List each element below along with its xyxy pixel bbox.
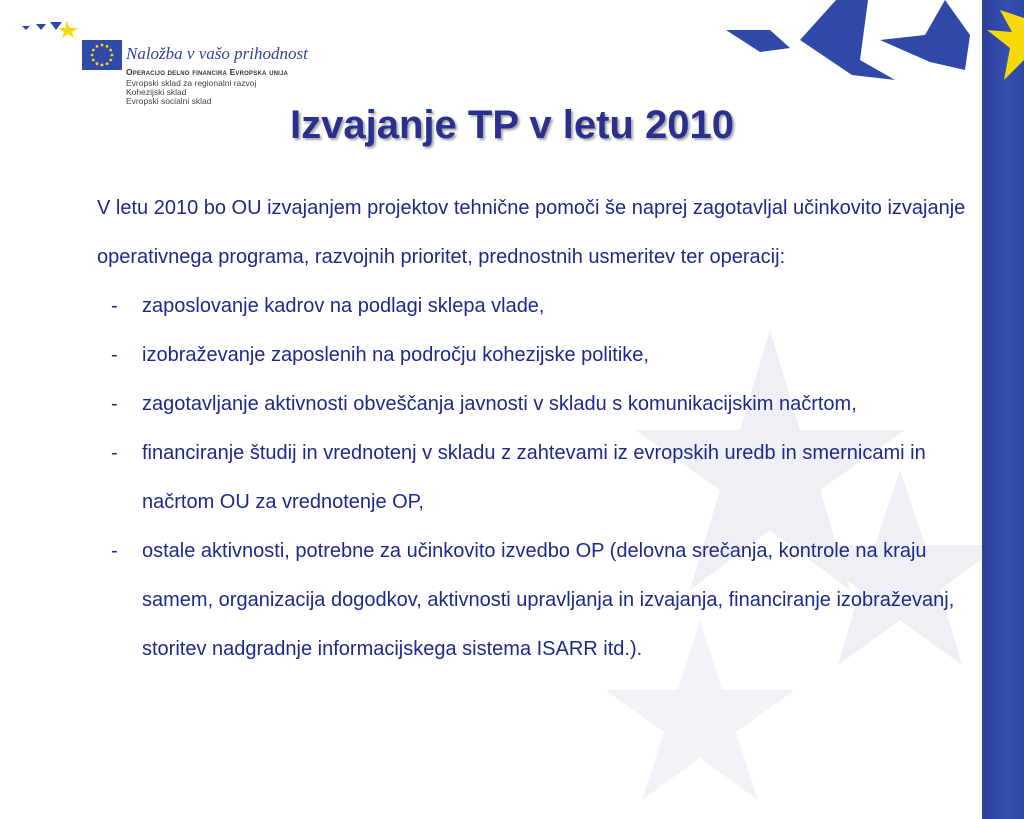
slide-title: Izvajanje TP v letu 2010 <box>290 103 734 147</box>
list-item-text: zagotavljanje aktivnosti obveščanja javnosti v skladu s komunikacijskim načrtom, <box>142 393 857 415</box>
logo-title: Naložba v vašo prihodnost <box>126 44 308 63</box>
bullet-dash: - <box>111 442 118 464</box>
slide-content <box>97 184 967 674</box>
logo-fund-line: Evropski socialni sklad <box>126 96 212 106</box>
bullet-dash: - <box>111 393 118 415</box>
blue-star-icon <box>880 0 970 70</box>
list-item <box>97 429 967 527</box>
list-item-text: zaposlovanje kadrov na podlagi sklepa vlade, <box>142 295 545 317</box>
logo-subtitle: Operacijo delno financira Evropska unija <box>126 67 289 77</box>
list-item <box>97 527 967 674</box>
bullet-dash: - <box>111 295 118 317</box>
blue-star-icon <box>726 30 790 52</box>
eu-flag-icon <box>82 40 122 70</box>
bullet-dash: - <box>111 540 118 562</box>
logo-fund-line: Evropski sklad za regionalni razvoj <box>126 78 257 88</box>
intro-paragraph: V letu 2010 bo OU izvajanjem projektov tehnične pomoči še naprej zagotavljal učinkovito izvajanje operativnega programa, razvojnih prioritet, prednostnih usmeritev ter operacij: <box>97 197 966 268</box>
list-item <box>97 331 967 380</box>
list-item <box>97 282 967 331</box>
list-item-text: financiranje študij in vrednotenj v skladu z zahtevami iz evropskih uredb in smernicami in načrtom OU za vrednotenje OP, <box>142 442 926 513</box>
list-item-text: ostale aktivnosti, potrebne za učinkovito izvedbo OP (delovna srečanja, kontrole na kraju samem, organizacija dogodkov, aktivnosti upravljanja in izvajanja, financiranje izobraževanj, storitev nadgradnje informacijskega sistema ISARR itd.). <box>142 540 955 660</box>
bullet-list <box>97 282 967 674</box>
logo-fund-line: Kohezijski sklad <box>126 87 187 97</box>
list-item-text: izobraževanje zaposlenih na področju kohezijske politike, <box>142 344 649 366</box>
yellow-star-icon <box>982 0 1024 90</box>
list-item <box>97 380 967 429</box>
small-stars-icon <box>20 18 80 38</box>
bullet-dash: - <box>111 344 118 366</box>
